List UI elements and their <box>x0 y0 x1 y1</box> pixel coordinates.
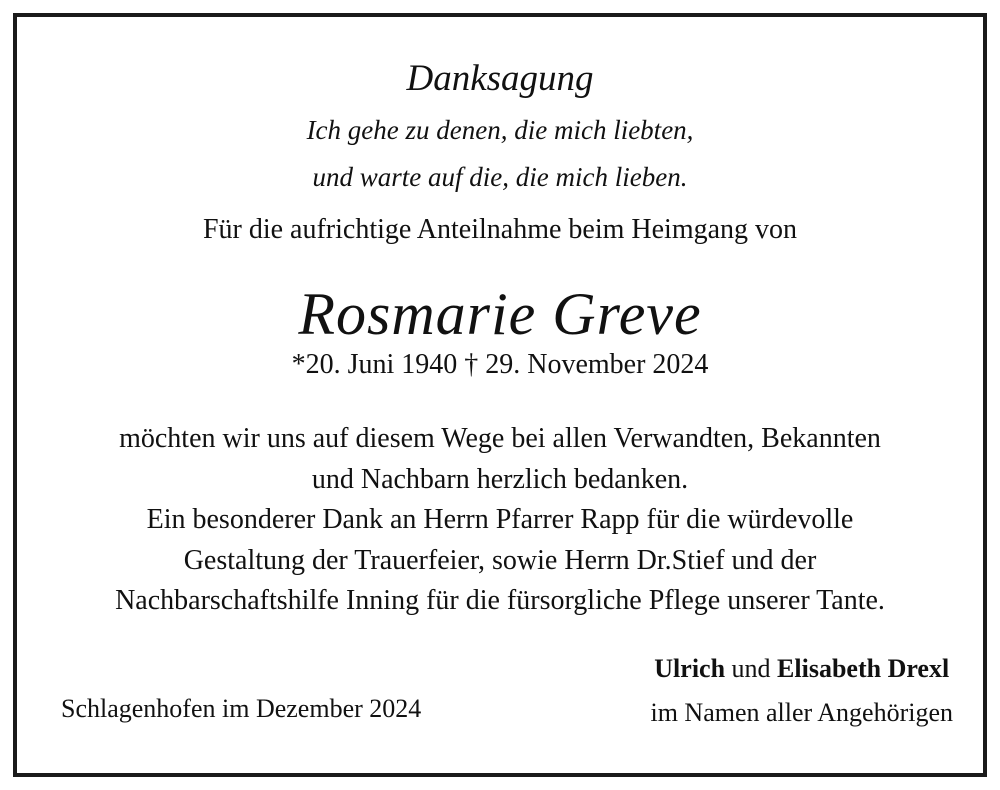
verse-line-2: und warte auf die, die mich lieben. <box>312 162 688 192</box>
signer-first: Ulrich <box>654 654 726 683</box>
intro-text: Für die aufrichtige Anteilnahme beim Heimgang von <box>202 214 798 245</box>
signature-block <box>650 647 953 735</box>
life-dates: *20. Juni 1940 † 29. November 2024 <box>291 349 709 380</box>
place-date: Schlagenhofen im Dezember 2024 <box>61 694 422 723</box>
thanks-line: und Nachbarn herzlich bedanken. <box>311 463 689 495</box>
signer-names <box>650 647 953 691</box>
signer-subline: im Namen aller Angehörigen <box>650 698 953 727</box>
signer-connector: und <box>731 654 771 683</box>
verse-line-1: Ich gehe zu denen, die mich liebten, <box>306 115 694 145</box>
thanks-line: Nachbarschaftshilfe Inning für die fürsorgliche Pflege unserer Tante. <box>115 585 885 616</box>
thanks-line: Gestaltung der Trauerfeier, sowie Herrn Dr.Stief und der <box>183 544 817 576</box>
thanks-paragraph <box>17 419 983 622</box>
thanks-line: möchten wir uns auf diesem Wege bei allen Verwandten, Bekannten <box>119 423 881 454</box>
signer-second: Elisabeth Drexl <box>777 654 950 683</box>
notice-heading: Danksagung <box>406 58 594 99</box>
deceased-name: Rosmarie Greve <box>298 281 702 347</box>
thanks-line: Ein besonderer Dank an Herrn Pfarrer Rapp für die würdevolle <box>146 504 854 535</box>
notice-frame <box>13 13 987 777</box>
